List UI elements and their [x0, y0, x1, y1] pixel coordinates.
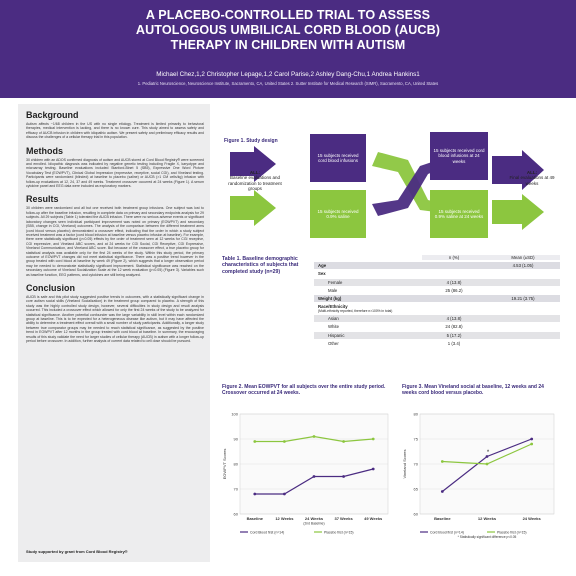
- y-axis-label: EOWPVT Scores: [222, 448, 227, 480]
- data-point: [313, 435, 316, 438]
- row-label: Weight (kg): [318, 296, 342, 302]
- y-tick-label: 65: [413, 486, 418, 492]
- cord-blood-box-24wk: 15 subjects received cord blood infusions at 24 weeks: [430, 132, 488, 180]
- data-point: [372, 438, 375, 441]
- figure-1-study-design: [222, 104, 560, 244]
- title-line-2: AUTOLOGOUS UMBILICAL CORD BLOOD (AUCB): [135, 22, 441, 37]
- y-tick-label: 70: [233, 486, 238, 492]
- data-point: [253, 493, 256, 496]
- arrow-right-down: [492, 194, 544, 230]
- poster-header: [0, 0, 576, 98]
- row-label: Other: [328, 340, 339, 346]
- support-statement: Study supported by grant from Cord Blood Registry®: [26, 549, 128, 554]
- legend-label: Cord Blood first (n=14): [250, 530, 285, 535]
- legend-label: Cord blood first (n=14): [430, 530, 464, 535]
- row-label: Female: [328, 279, 343, 285]
- text-column: [18, 104, 210, 562]
- data-point: [283, 493, 286, 496]
- cell-value: 4.53 (1.05): [512, 263, 534, 269]
- title-line-1: A PLACEBO-CONTROLLED TRIAL TO ASSESS: [145, 8, 431, 22]
- cell-value: 1 (3.4): [447, 340, 461, 346]
- col-header-n: n (%): [422, 255, 486, 260]
- data-point: [441, 490, 444, 493]
- data-point: [530, 443, 533, 446]
- race-note: (Multi-ethnicity reported, therefore n>100% in total): [318, 309, 393, 314]
- baseline-label-text: Baseline evaluations and randomization to treatment groups: [228, 175, 282, 192]
- saline-box-baseline: 15 subjects received 0.9% saline: [310, 190, 366, 238]
- row-label: White: [328, 324, 339, 330]
- x-tick-label: 24 Weeks: [304, 516, 324, 521]
- final-label: [504, 170, 560, 186]
- row-label: Sex: [318, 271, 326, 277]
- table-1-heading: Table 1. Baseline demographic characteristics of subjects that completed study (n=29): [222, 256, 299, 275]
- final-label-text: Final evaluations at 49 weeks: [509, 175, 555, 186]
- x-tick-label: 12 Weeks: [275, 516, 294, 521]
- poster-title: [20, 8, 556, 52]
- table-row-weight: [314, 295, 560, 303]
- col-header-mean: Mean (±SD): [486, 255, 560, 260]
- results-text: 30 children were randomized and all but one received both treatment group infusions. One subject was lost to follow-up after the baseline infusion, resulting in complete data on primary and secondary endpoints analysis for 29 subjects. All 29 subjects (Table 1) tolerated the AUCB infusion. There were no serious adverse events or significant laboratory changes seen individual participant improvement was noted on primary (EOWPVT) and secondary (SB5, change in CGI, Vineland) outcomes. The analysis of the comparison between the different treatment arms (cord blood versus placebo) demonstrated a crossover effect, indicating that the order in which a study subject received treatment was a factor (cord blood infusion at baseline versus placebo infusion at baseline). For example, there were statistically significant (p<0.05) effects by the order of treatment seen at 12 weeks for CGI receptive, CGI expressive, and Vineland ABC scores, and at 24 weeks for CGI Social, CGI Receptive, CGI Expressive, Vineland Communication, and Vineland ABC score. But because of the crossover effect, a true placebo group for statistical analysis was available only for the first 24 weeks of the study. Within this study period, the primary outcome of EOWPVT changes did not meet statistical significance. There was a positive trend however in the group treated with cord blood at baseline by week 49 (Figure 2), which suggests that a longer observation period may be needed to demonstrate statistically significant improvement. Statistical significance was reached on the secondary outcome of Vineland Socialization Scale at the 12 week evaluation (p<0.05) (Figure 3). Variables such as baseline function, EEG patterns, and cytokines are still being analyzed.: [26, 206, 204, 277]
- cell-value: 24 (82.8): [445, 324, 463, 330]
- table-row-hispanic: [314, 332, 560, 340]
- row-label: Hispanic: [328, 332, 345, 338]
- data-point: [372, 468, 375, 471]
- figure-1-heading: Figure 1. Study design: [224, 138, 278, 144]
- row-label: [314, 304, 422, 313]
- methods-heading: Methods: [26, 145, 63, 156]
- x-tick-label: 12 Weeks: [477, 516, 497, 521]
- methods-text: 30 children with an ADOS confirmed diagnosis of autism and AUCB stored at Cord Blood Registry® were screened and enrolled. Idiopathic diagnosis was indicated by negative genetic testing including Fragile X, karyotype and microarray testing. Baseline evaluations included Stanford-Binet 5 (SB5), Expressive One Word Picture Vocabulary Test (EOWPVT), Clinical Global Impression (expressive, receptive, social CGI), and Vineland testing. Participants were randomized (blinded) at baseline to placebo (saline) or AUCB (>1 CM cells/kg) infusion with follow-up evaluations at 12, 24, 37 and 49 weeks. Treatment crossover occurred at 24 weeks (Figure 1). A serum cytokine panel and EEG data were included as exploratory markers.: [26, 157, 204, 189]
- charts-area: [222, 384, 560, 560]
- figure-2-chart: [222, 408, 394, 558]
- data-point: [486, 463, 489, 466]
- y-tick-label: 80: [233, 461, 238, 467]
- cord-blood-box-baseline: 15 subjects received cord blood infusions: [310, 134, 366, 182]
- results-heading: Results: [26, 194, 59, 205]
- x-tick-label: 37 Weeks: [334, 516, 353, 521]
- background-text: Autism affects ~1/68 children in the US with no single etiology. Treatment is limited primarily to behavioral therapies, medical intervention is lacking, and there is no known cure. This study aimed to assess safety and efficacy of AUCB infusion in children with idiopathic autism. We present safety and preliminary efficacy results and discuss the challenges of a cellular therapy trial in this population.: [26, 122, 204, 140]
- conclusion-heading: Conclusion: [26, 282, 75, 293]
- y-tick-label: 90: [233, 436, 238, 442]
- figure-2-heading: Figure 2. Mean EOWPVT for all subjects over the entire study period. Crossover occurred at 24 weeks.: [222, 384, 386, 396]
- baseline-label: [224, 170, 286, 192]
- y-tick-label: 80: [413, 411, 418, 417]
- y-tick-label: 75: [413, 436, 418, 442]
- legend-label: Placebo first (n=15): [497, 530, 527, 535]
- x-tick-label: Baseline: [246, 516, 264, 521]
- race-label: Race/Ethnicity: [318, 304, 348, 310]
- demographics-table: [314, 254, 560, 348]
- arrow-left-down: [230, 190, 276, 226]
- significance-marker: *: [486, 450, 490, 456]
- title-line-3: THERAPY IN CHILDREN WITH AUTISM: [170, 37, 406, 52]
- authors: Michael Chez,1,2 Christopher Lepage,1,2 Carol Parise,2 Ashley Dang-Chu,1 Andrea Hankins1: [156, 71, 420, 78]
- cell-value: 4 (13.8): [446, 279, 462, 285]
- row-label: Age: [318, 263, 327, 269]
- table-row-white: [314, 323, 560, 331]
- table-row-other: [314, 340, 560, 348]
- conclusion-text: AUCB is safe and this pilot study suggested positive trends in outcomes, with a statistically significant change in core autism social skills (Vineland Socialization) in the treatment group compared to placebo. A strength of this study was the highly controlled study design, however, several difficulties in study design and result analysis occurred. This included a crossover effect which allowed for only the first 24 weeks of the study to be analyzed for statistical significance. Another potential confounder was the large variability in skill level within each randomized group at baseline. This is to be expected for a heterogeneous disease like autism, but it may have affected the ability to determine a treatment effect overall with a small number of study participants. Additionally, a longer study between true comparator groups may be needed to reach statistical significance, as suggested by the positive trend in EOWPVT after 12 months in the group treated with cord blood at baseline. In summary, the encouraging results of this study validate the need for larger studies of cellular therapy (AUCB) in autism with a longer follow-up period before crossover. In addition, further analysis of current data related to cell dose should be pursued.: [26, 294, 204, 344]
- table-row-male: [314, 287, 560, 295]
- x-tick-label: Baseline: [434, 516, 451, 521]
- affiliations: 1. Pediatric Neuroscience, Neuroscience Institute, Sacramento, CA, United States 2. Sutter Institute for Medical Research (SIMR), Sacramento, CA, United States: [137, 81, 439, 86]
- significance-note: * Statistically significant difference p<0.05: [457, 535, 517, 539]
- data-point: [283, 440, 286, 443]
- table-row-age: [314, 262, 560, 270]
- y-tick-label: 100: [231, 411, 238, 417]
- cell-value: 4 (13.8): [446, 316, 462, 322]
- data-point: [530, 438, 533, 441]
- background-heading: Background: [26, 110, 79, 120]
- x-tick-label: 49 Weeks: [364, 516, 383, 521]
- table-row-race: [314, 303, 560, 315]
- table-row-asian: [314, 315, 560, 323]
- figure-3-heading: Figure 3. Mean Vineland social at baseline, 12 weeks and 24 weeks cord blood versus placebo.: [402, 384, 544, 396]
- baseline-label-bold: ALL:: [249, 170, 261, 175]
- final-label-bold: ALL:: [526, 170, 538, 175]
- table-row-female: [314, 279, 560, 287]
- cell-value: 5 (17.2): [446, 332, 462, 338]
- legend-label: Placebo first (n=15): [324, 530, 354, 535]
- data-point: [313, 475, 316, 478]
- row-label: Male: [328, 287, 338, 293]
- figures-column: [222, 104, 560, 562]
- y-tick-label: 70: [413, 461, 418, 467]
- cell-value: 19.21 (3.75): [511, 296, 535, 302]
- table-header-row: [314, 254, 560, 262]
- x-tick-label: 24 Weeks: [522, 516, 541, 521]
- table-row-sex: [314, 270, 560, 278]
- x-tick-label: (2nd Baseline): [303, 521, 325, 526]
- data-point: [342, 475, 345, 478]
- y-tick-label: 60: [413, 511, 418, 517]
- saline-box-24wk: 15 subjects received 0.9% saline at 24 weeks: [430, 190, 488, 238]
- data-point: [441, 460, 444, 463]
- y-axis-label: Vineland Scores: [402, 449, 407, 479]
- table-1: [222, 254, 560, 366]
- cell-value: 25 (86.2): [445, 287, 463, 293]
- figure-3-chart: [402, 408, 560, 558]
- data-point: [253, 440, 256, 443]
- row-label: Asian: [328, 316, 339, 322]
- y-tick-label: 60: [233, 511, 238, 517]
- data-point: [342, 440, 345, 443]
